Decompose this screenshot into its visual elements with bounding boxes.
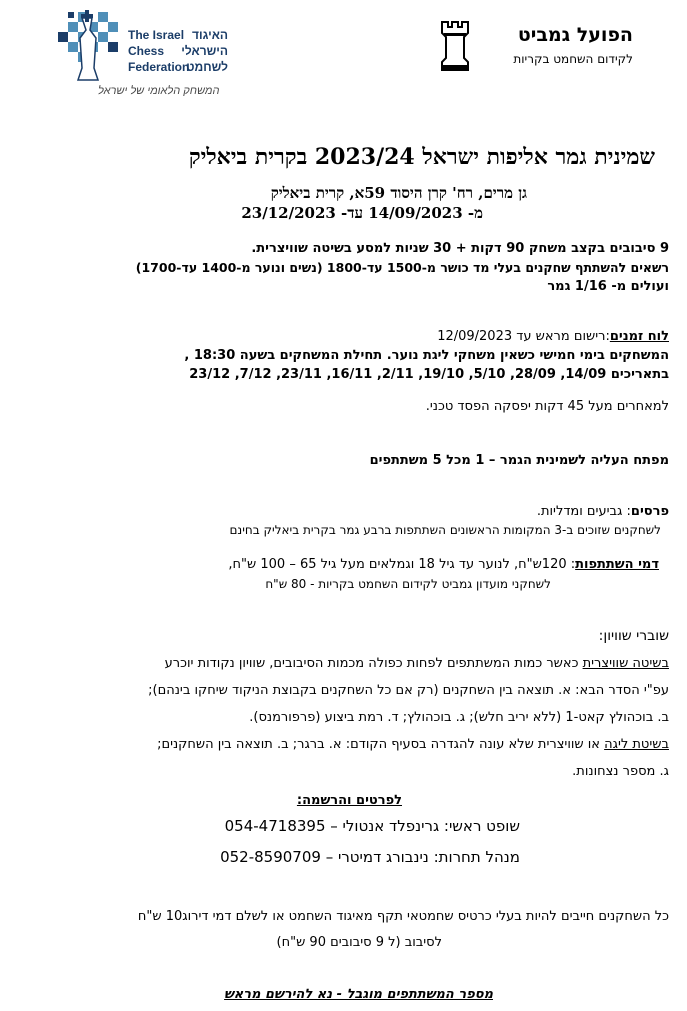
fees-line-2: לשחקני מועדון גמביט לקידום השחמט בקריות - 80 ש"ח <box>265 577 551 591</box>
venue: גן מרים, רח' קרן היסוד 59א, קרית ביאליק <box>270 184 527 202</box>
federation-tagline: המשחק הלאומי של ישראל <box>98 85 220 97</box>
federation-name-he-1: האיגוד <box>191 28 228 42</box>
arbiter-contact: שופט ראשי: גרינפלד אנטולי – 054-4718395 <box>224 817 520 835</box>
tiebreaks-line-4 <box>157 735 669 754</box>
tiebreaks-line-3: ב. בוכהולץ קאט-1 (ללא יריב חלש); ג. בוכהולץ; ד. רמת ביצוע (פרפורמנס). <box>249 710 669 725</box>
club-logo <box>433 16 633 76</box>
swiss-text: כאשר כמות המשתתפים לפחות כפולה מכמות הסיבובים, שוויון נקודות יוכרע <box>164 656 583 671</box>
tournament-dates: מ- 14/09/2023 עד- 23/12/2023 <box>241 204 483 222</box>
fees-line-1 <box>228 556 659 573</box>
registration-deadline: :רישום מראש עד 12/09/2023 <box>437 329 610 344</box>
federation-name-en-1: The Israel <box>128 28 185 42</box>
fees-label: דמי השתתפות <box>575 557 659 572</box>
qualification-key: מפתח העליה לשמינית הגמר – 1 מכל 5 משתתפים <box>369 453 669 468</box>
swiss-label: בשיטה שוויצרית <box>582 656 669 671</box>
schedule-line-3 <box>189 366 669 383</box>
contacts-heading: לפרטים והרשמה: <box>296 793 402 808</box>
membership-line-2: לסיבוב (ל 9 סיבובים 90 ש"ח) <box>276 935 442 950</box>
federation-name-he-3: לשחמט <box>186 60 228 74</box>
game-dates: 14/09, 28/09, 5/10, 19/10, 2/11, 16/11, 23/11, 7/12, 23/12 <box>189 367 611 382</box>
format-line-1: 9 סיבובים בקצב משחק 90 דקות + 30 שניות למסע בשיטה שוויצרית. <box>251 241 669 256</box>
tiebreaks-heading: שוברי שוויון: <box>598 628 669 644</box>
footer-note: מספר המשתתפים מוגבל - נא להירשם מראש <box>224 987 493 1002</box>
tiebreaks-line-1 <box>165 654 669 673</box>
league-text: או שוויצרית שלא עונה להגדרה בסעיף הקודם: א. ברגר; ב. תוצאה בין השחקנים; <box>157 737 605 752</box>
schedule-label: לוח זמנים <box>609 329 669 344</box>
schedule-line-2: המשחקים בימי חמישי כשאין משחקי ליגת נוער. תחילת המשחקים בשעה 18:30 , <box>184 348 669 363</box>
tiebreaks-line-5: ג. מספר נצחונות. <box>572 764 669 779</box>
prizes-text: : גביעים ומדליות. <box>536 504 631 519</box>
prizes-line-1 <box>537 503 669 520</box>
late-notice: למאחרים מעל 45 דקות יפסקה הפסד טכני. <box>425 399 669 414</box>
league-label: בשיטת ליגה <box>604 737 669 752</box>
federation-name-en-3: Federation <box>128 60 190 74</box>
page-title: שמינית גמר אליפות ישראל 2023/24 בקרית ביאליק <box>188 144 655 170</box>
dates-label: בתאריכים <box>610 367 669 382</box>
federation-logo <box>58 6 228 104</box>
chess-board-icon <box>58 8 122 88</box>
federation-name-en-2: Chess <box>128 44 165 58</box>
club-subtitle: לקידום השחמט בקריות <box>513 52 633 66</box>
federation-name-he-2: הישראלי <box>181 44 228 58</box>
tiebreaks-line-2: עפ"י הסדר הבא: א. תוצאה בין השחקנים (רק אם כל השחקנים בקבוצת הניקוד שיחקו בינהם); <box>148 683 669 698</box>
schedule-line-1 <box>437 328 669 345</box>
prizes-line-2: לשחקנים שזוכים ב-3 המקומות הראשונים השתתפות ברבע גמר בקרית ביאליק בחינם <box>229 523 661 537</box>
prizes-label: פרסים <box>630 504 669 519</box>
format-line-2: רשאים להשתתף שחקנים בעלי מד כושר מ-1500 עד-1800 (נשים ונוער מ-1400 עד-1700) <box>135 260 669 275</box>
club-name: הפועל גמביט <box>517 24 633 46</box>
rook-icon <box>439 20 471 72</box>
membership-line-1: כל השחקנים חייבים להיות בעלי כרטיס שחמטאי תקף מאיגוד השחמט או לשלם דמי דירוג10 ש"ח <box>137 909 669 924</box>
format-line-3: ועולים מ- 1/16 גמר <box>547 279 669 294</box>
director-contact: מנהל תחרות: נינבורג דמיטרי – 052-8590709 <box>220 848 520 866</box>
fees-text: : 120ש"ח, לנוער עד גיל 18 וגמלאים מעל גיל 65 – 100 ש"ח, <box>228 557 576 572</box>
